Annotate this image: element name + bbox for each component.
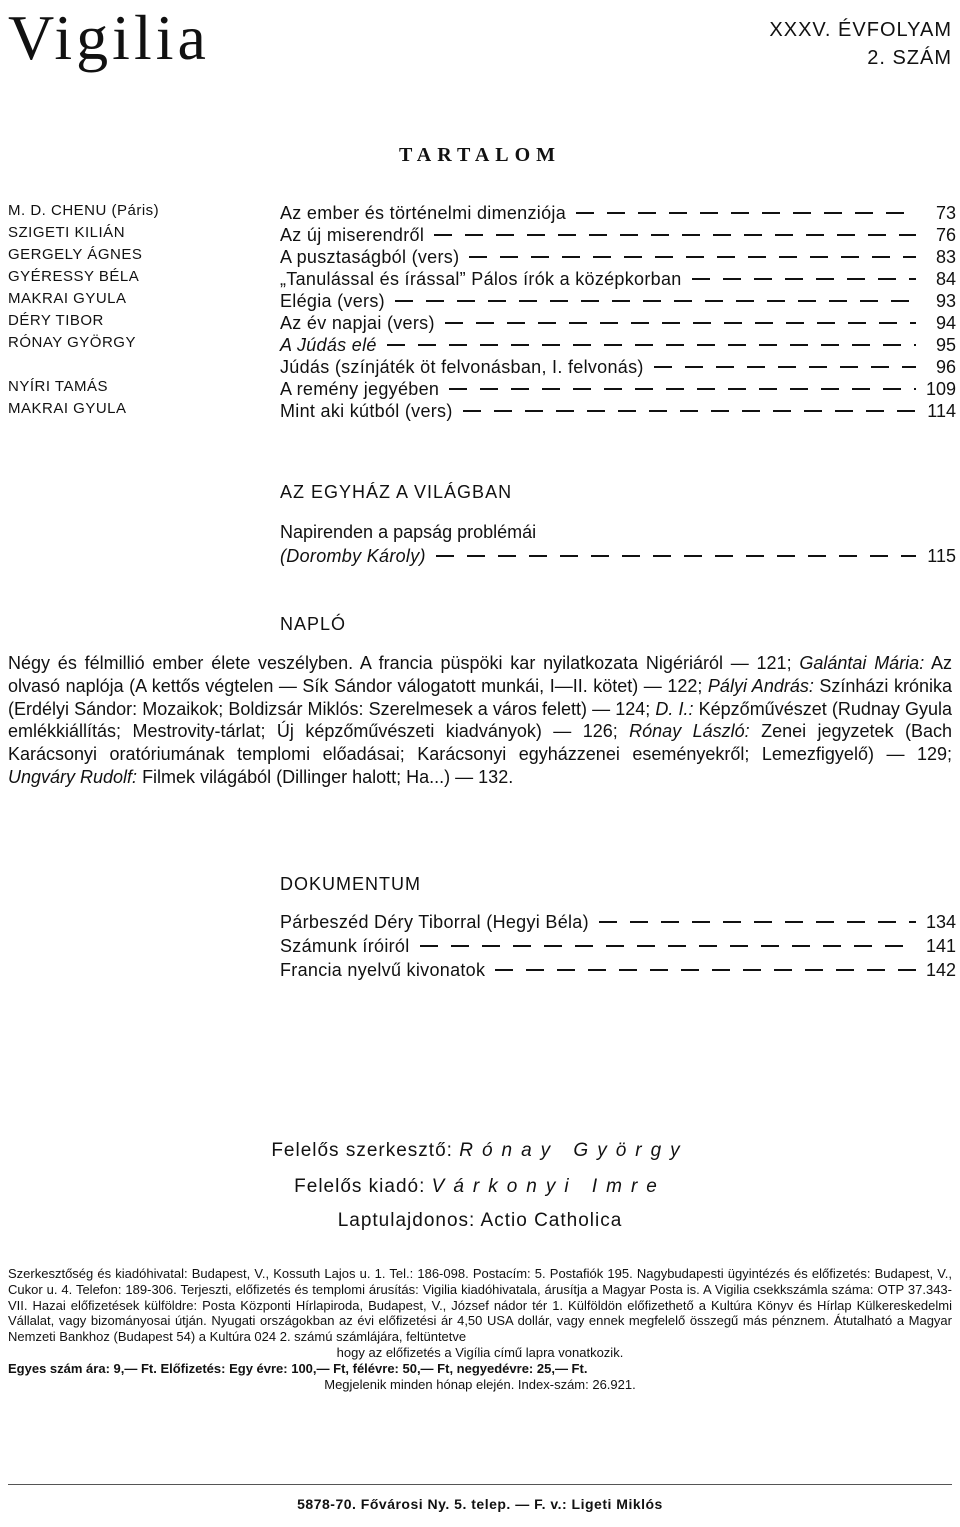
- toc-entry[interactable]: [280, 290, 956, 312]
- editor-credit: [0, 1140, 960, 1162]
- naplo-author: Rónay László:: [629, 721, 750, 742]
- printer-line: 5878-70. Fővárosi Ny. 5. telep. — F. v.: Ligeti Miklós: [297, 1496, 663, 1512]
- dokumentum-entry-page: 141: [925, 935, 956, 956]
- naplo-text: Képzőművészet (Rudnay Gyula emlékkiállítás; Mestrovity-tárlat; Új képzőművészeti kiadványok) — 126;: [8, 698, 952, 742]
- toc-entry[interactable]: [280, 312, 956, 334]
- toc-author: MAKRAI GYULA: [8, 400, 127, 417]
- owner-label: Laptulajdonos:: [337, 1210, 476, 1231]
- dokumentum-entry[interactable]: [280, 934, 956, 958]
- leader-dashes: [469, 256, 916, 258]
- naplo-text: Az olvasó naplója (A kettős végtelen — Sík Sándor válogatott munkái, I—II. kötet) — 122;: [8, 653, 953, 696]
- toc-entry-page: 109: [925, 378, 956, 399]
- toc-entry-title: A pusztaságból (vers): [280, 246, 460, 267]
- toc-entry[interactable]: [280, 246, 956, 268]
- leader-dashes: [395, 300, 916, 302]
- masthead-title: Vigilia: [8, 2, 210, 73]
- publisher-credit: [0, 1176, 960, 1198]
- naplo-text: Filmek világából (Dillinger halott; Ha...) — 132.: [137, 766, 514, 787]
- toc-entry-page: 94: [935, 312, 956, 333]
- section-heading-naplo: NAPLÓ: [280, 614, 347, 634]
- toc-author: DÉRY TIBOR: [8, 312, 104, 329]
- toc-entry[interactable]: [280, 356, 956, 378]
- leader-dashes: [387, 344, 916, 346]
- colophon-paragraph: Szerkesztőség és kiadóhivatal: Budapest, V., Kossuth Lajos u. 1. Tel.: 186-098. Postacím: 5. Postafiók 195. Nagybudapesti ügyintézés és előfizetés: Budapest, V., Cukor u. 4. Telefon: 189-306. Terjeszti, előfizetés és templomi árusítás: Vigilia kiadóhivatala, árusítja a Magyar Posta is. A Vigilia csekkszámla száma: OTP 37.343-VII. Hazai előfizetések külföldre: Posta Központi Hírlapiroda, Budapest, V., József nádor tér 1. Külföldön előfizethető a Kultúra Könyv és Hírlap Külkereskedelmi Vállalat, vagy bizományosai útján. Nyugati országokban az évi előfizetési ár 4,50 USA dollár, vagy ennek megfelelő összegű más pénznem. Átutalható a Magyar Nemzeti Bankhoz (Budapest 54) a Kultúra 024 2. számú számlájára, feltüntetve: [8, 1266, 952, 1345]
- naplo-author: D. I.:: [655, 698, 694, 719]
- toc-entry-title: A Júdás elé: [280, 334, 377, 355]
- toc-entry-page: 93: [935, 290, 956, 311]
- naplo-text: Színházi krónika (Erdélyi Sándor: Mozaikok; Boldizsár Miklós: Szerelmesek a város felett) — 124;: [8, 675, 952, 719]
- toc-entry-page: 84: [935, 268, 956, 289]
- leader-dashes: [434, 234, 916, 236]
- toc-entry-page: 96: [935, 356, 956, 377]
- naplo-author: Pályi András:: [707, 675, 814, 696]
- naplo-paragraph: [8, 652, 952, 789]
- dokumentum-entry-page: 142: [925, 959, 956, 980]
- volume-label: XXXV. ÉVFOLYAM: [769, 19, 952, 41]
- leader-dashes: [599, 921, 916, 923]
- leader-dashes: [449, 388, 916, 390]
- toc-entry-title: Elégia (vers): [280, 290, 385, 311]
- toc-entry[interactable]: [280, 378, 956, 400]
- colophon: [8, 1266, 952, 1392]
- toc-entry-title: A remény jegyében: [280, 378, 440, 399]
- naplo-text: Zenei jegyzetek (Bach Karácsonyi oratóriumának templomi előadásai; Karácsonyi egyházzenei eseményekről; Lemezfigyelő) — 129;: [8, 721, 953, 765]
- leader-dashes: [420, 945, 916, 947]
- toc-entry-title: Az év napjai (vers): [280, 312, 435, 333]
- leader-dashes: [463, 410, 916, 412]
- toc-entry[interactable]: [280, 202, 956, 224]
- toc-author: MAKRAI GYULA: [8, 290, 127, 307]
- egyhaz-entry-title: Napirenden a papság problémái: [280, 522, 537, 542]
- colophon-paragraph: Megjelenik minden hónap elején. Index-szám: 26.921.: [324, 1376, 636, 1392]
- toc-entry-title: Mint aki kútból (vers): [280, 400, 453, 421]
- toc-author: SZIGETI KILIÁN: [8, 224, 126, 241]
- leader-dashes: [436, 555, 916, 557]
- toc-entry-title: Az ember és történelmi dimenziója: [280, 202, 567, 223]
- toc-entry[interactable]: [280, 268, 956, 290]
- toc-entry-page: 73: [935, 202, 956, 223]
- naplo-author: Ungváry Rudolf:: [8, 766, 138, 787]
- dokumentum-entry-page: 134: [925, 911, 956, 932]
- toc-entry-page: 83: [935, 246, 956, 267]
- toc-entry-page: 76: [935, 224, 956, 245]
- publisher-label: Felelős kiadó:: [294, 1176, 426, 1197]
- toc-entry-title: Júdás (színjáték öt felvonásban, I. felvonás): [280, 356, 644, 377]
- colophon-paragraph: hogy az előfizetés a Vigília című lapra vonatkozik.: [336, 1344, 624, 1360]
- toc-entry-title: Az új miserendről: [280, 224, 425, 245]
- naplo-author: Galántai Mária:: [799, 653, 925, 673]
- leader-dashes: [495, 969, 916, 971]
- dokumentum-entry-title: Számunk íróiról: [280, 935, 410, 956]
- publisher-name: Várkonyi Imre: [431, 1176, 666, 1197]
- toc-author: RÓNAY GYÖRGY: [8, 334, 136, 351]
- leader-dashes: [576, 212, 916, 214]
- toc-entry-title: „Tanulással és írással” Pálos írók a középkorban: [280, 268, 682, 289]
- egyhaz-entry-author: (Doromby Károly): [280, 545, 426, 566]
- toc-entry[interactable]: [280, 400, 956, 422]
- toc-author: M. D. CHENU (Páris): [8, 202, 160, 219]
- dokumentum-entry[interactable]: [280, 910, 956, 934]
- colophon-prices: Egyes szám ára: 9,— Ft. Előfizetés: Egy évre: 100,— Ft, félévre: 50,— Ft, negyedévre: 25,— Ft.: [8, 1360, 588, 1376]
- toc-entry-page: 114: [927, 400, 956, 421]
- toc-entry-page: 95: [935, 334, 956, 355]
- owner-credit: [0, 1210, 960, 1232]
- issue-label: 2. SZÁM: [867, 47, 952, 69]
- footer-divider: [8, 1484, 952, 1485]
- egyhaz-entry[interactable]: [280, 544, 956, 568]
- masthead-issue-info: [769, 16, 952, 72]
- editor-label: Felelős szerkesztő:: [271, 1140, 453, 1161]
- toc-heading: TARTALOM: [398, 144, 562, 166]
- dokumentum-entry[interactable]: [280, 958, 956, 982]
- toc-author: GYÉRESSY BÉLA: [8, 268, 140, 285]
- dokumentum-entry-title: Francia nyelvű kivonatok: [280, 959, 486, 980]
- editor-name: Rónay György: [459, 1140, 689, 1161]
- section-heading-dokumentum: DOKUMENTUM: [280, 874, 421, 894]
- toc-entry[interactable]: [280, 334, 956, 356]
- section-heading-egyhaz: AZ EGYHÁZ A VILÁGBAN: [280, 482, 513, 502]
- egyhaz-entry-page: 115: [927, 545, 956, 566]
- toc-entry[interactable]: [280, 224, 956, 246]
- naplo-text: Négy és félmillió ember élete veszélyben. A francia püspöki kar nyilatkozata Nigériáról — 121;: [8, 653, 800, 673]
- leader-dashes: [692, 278, 916, 280]
- toc-author: NYÍRI TAMÁS: [8, 378, 108, 395]
- leader-dashes: [445, 322, 916, 324]
- leader-dashes: [654, 366, 916, 368]
- toc-author: GERGELY ÁGNES: [8, 246, 143, 263]
- dokumentum-entry-title: Párbeszéd Déry Tiborral (Hegyi Béla): [280, 911, 589, 932]
- owner-name: Actio Catholica: [480, 1210, 623, 1231]
